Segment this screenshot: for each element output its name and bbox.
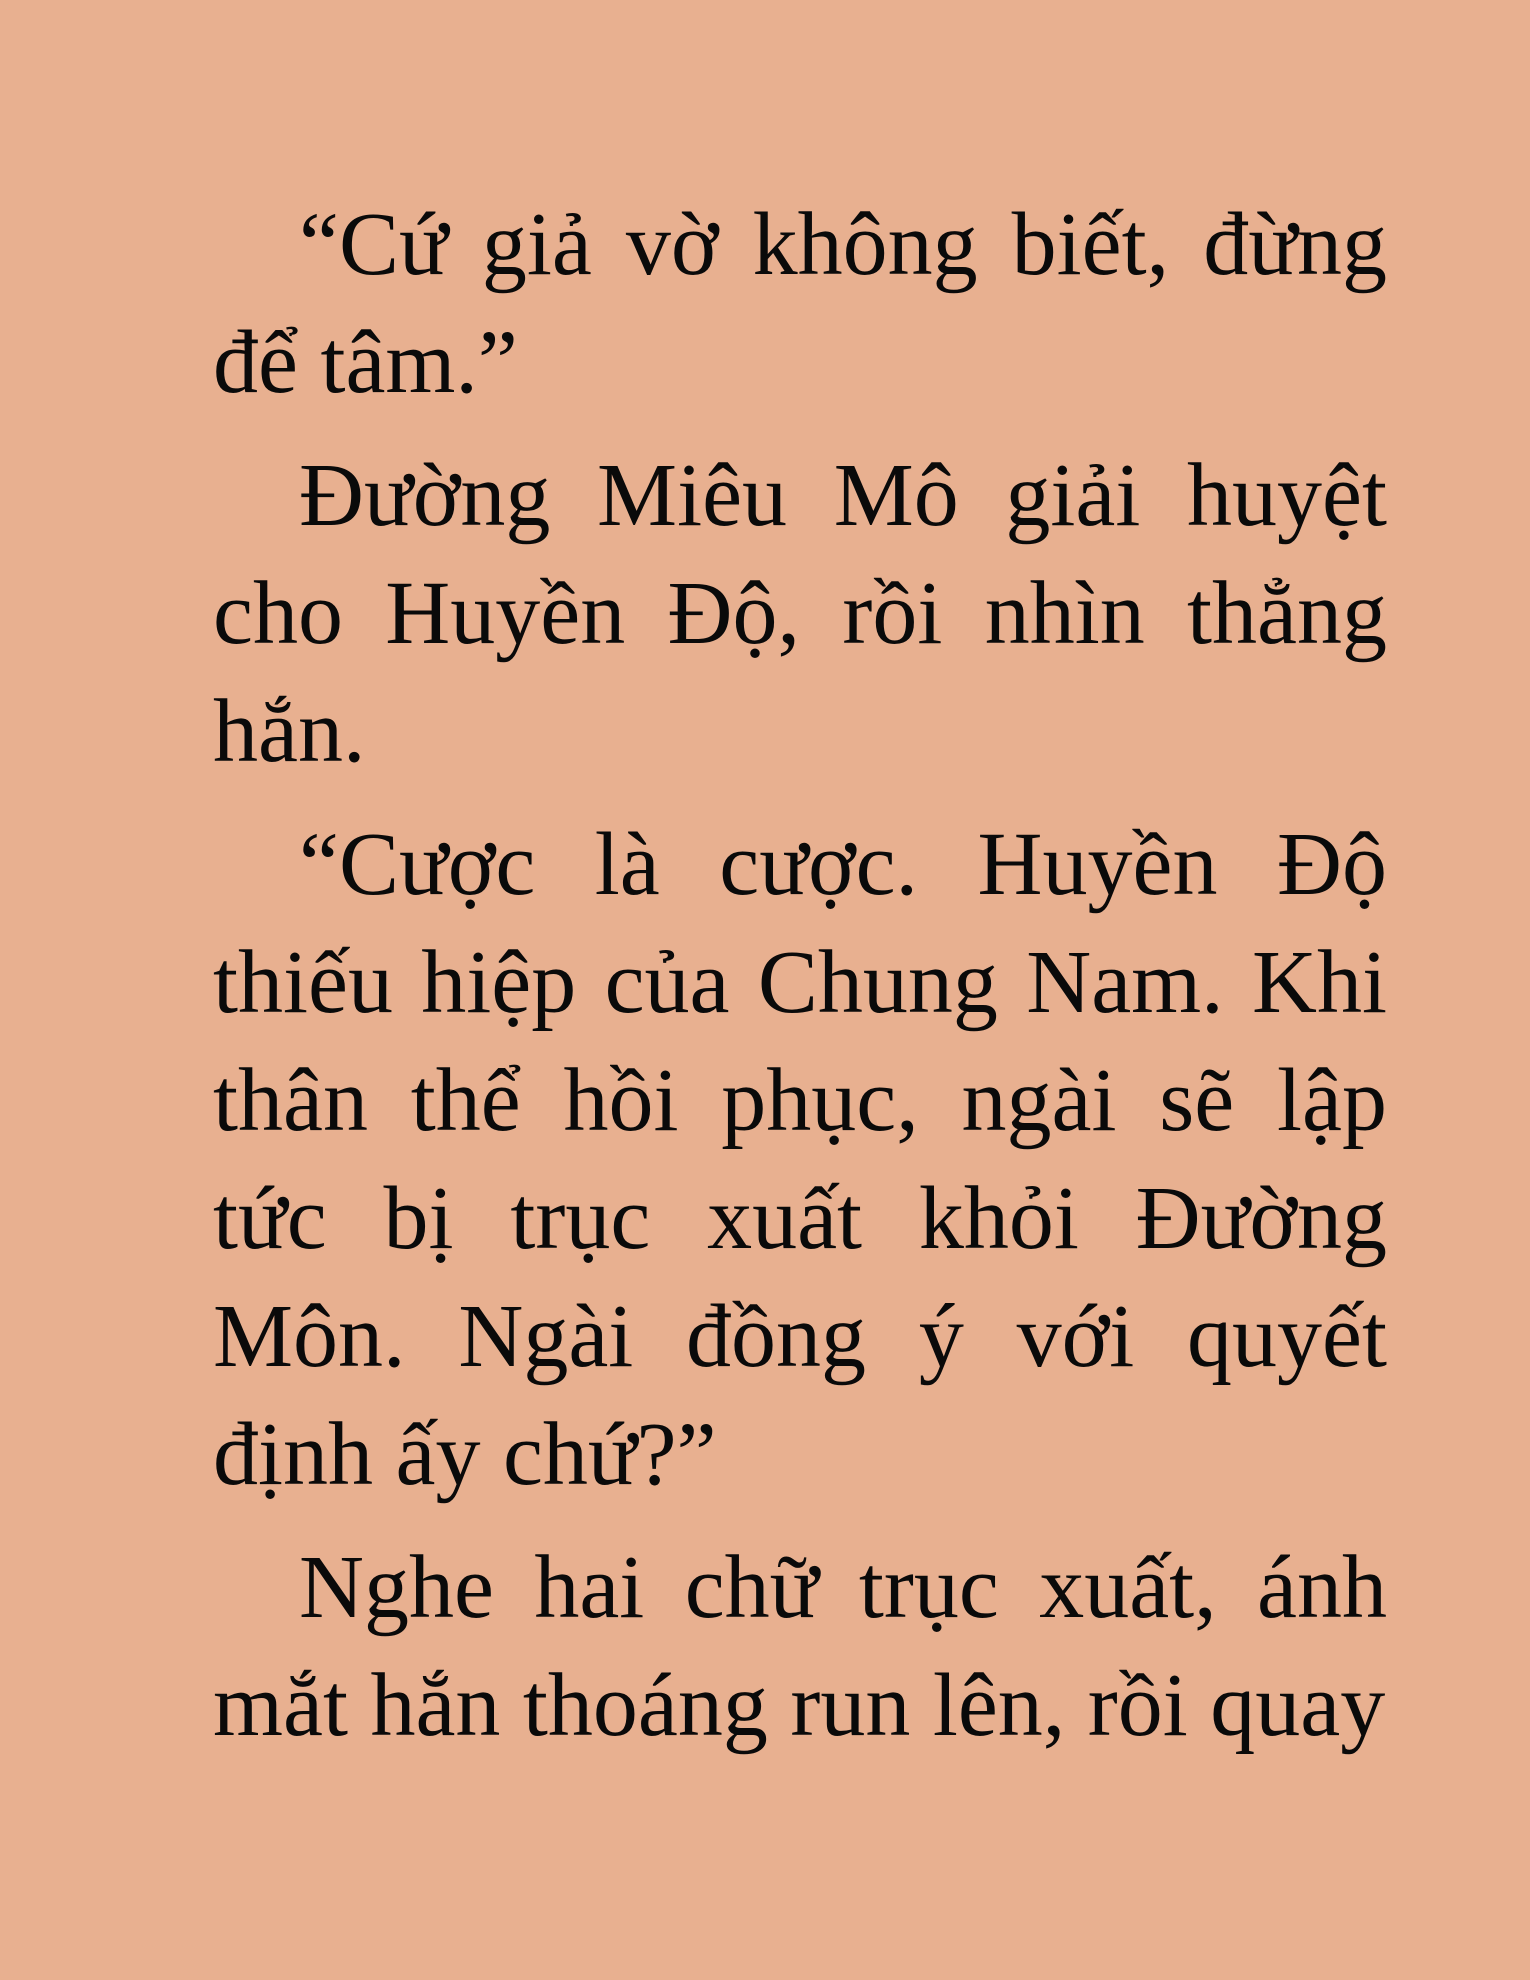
page-text: [213, 186, 1387, 1780]
paragraph-1: “Cứ giả vờ không biết, đừng để tâm.”: [213, 195, 1387, 412]
paragraph-4: Nghe hai chữ trục xuất, ánh mắt hắn thoáng run lên, rồi quay: [213, 1538, 1387, 1755]
paragraph-3: “Cược là cược. Huyền Độ thiếu hiệp của Chung Nam. Khi thân thể hồi phục, ngài sẽ lập tức bị trục xuất khỏi Đường Môn. Ngài đồng ý với quyết định ấy chứ?”: [213, 815, 1387, 1504]
paragraph-2: Đường Miêu Mô giải huyệt cho Huyền Độ, rồi nhìn thẳng hắn.: [213, 446, 1387, 781]
